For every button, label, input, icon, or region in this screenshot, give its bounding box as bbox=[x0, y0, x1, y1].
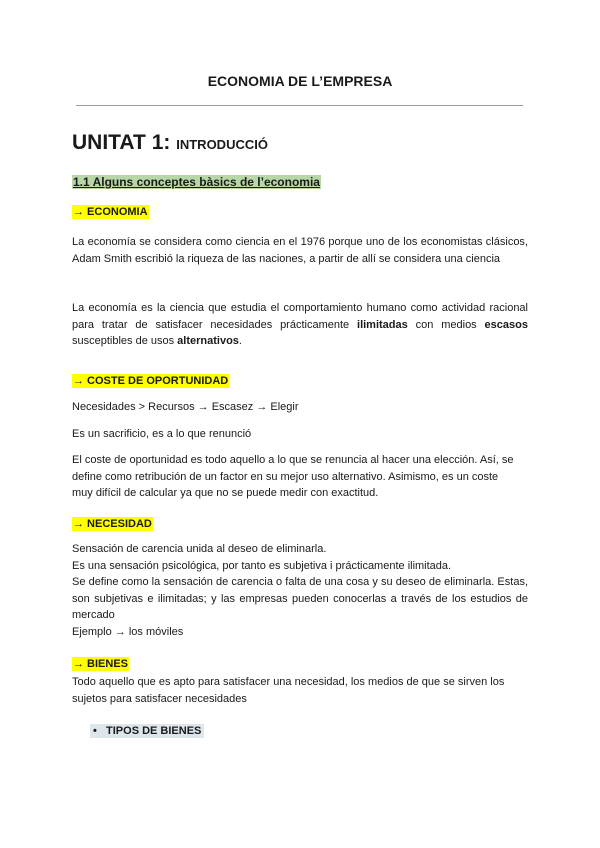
bold-text: alternativos bbox=[177, 335, 239, 348]
bold-text: ilimitadas bbox=[357, 318, 408, 331]
heading-coste: → COSTE DE OPORTUNIDAD bbox=[73, 375, 229, 387]
heading-economia: → ECONOMIA bbox=[73, 206, 148, 218]
economia-paragraph-2 bbox=[72, 300, 528, 350]
necesidad-example: Ejemplo → los móviles bbox=[72, 626, 184, 638]
text: susceptibles de usos bbox=[72, 335, 178, 348]
bullet-icon: • bbox=[93, 725, 107, 737]
necesidad-line-3: Se define como la sensación de carencia o falta de una cosa y su deseo de eliminarla. Estas, son subjetivas e ilimitadas; y las empresas pueden conocerlas a través de los estudios de mercado bbox=[72, 576, 528, 622]
text: con medios bbox=[407, 318, 485, 331]
coste-paragraph: El coste de oportunidad es todo aquello a lo que se renuncia al hacer una elección. Así, se define como retribución de un factor en su mejor uso alternativo. Asimismo, es un coste muy difícil de calcular ya que no se puede medir con exactitud. bbox=[72, 454, 514, 500]
necesidad-line-2: Es una sensación psicológica, por tanto es subjetiva i prácticamente ilimitada. bbox=[72, 560, 452, 572]
heading-necesidad: → NECESIDAD bbox=[73, 518, 152, 530]
unit-heading bbox=[72, 131, 268, 155]
coste-line-2: Es un sacrificio, es a lo que renunció bbox=[72, 428, 252, 440]
document-title: ECONOMIA DE L’EMPRESA bbox=[207, 73, 393, 89]
bullet-text: TIPOS DE BIENES bbox=[106, 725, 202, 737]
bold-text: escasos bbox=[484, 318, 528, 331]
title-divider bbox=[76, 105, 523, 106]
text: . bbox=[238, 335, 242, 348]
necesidad-line-1: Sensación de carencia unida al deseo de eliminarla. bbox=[72, 543, 327, 555]
economia-paragraph-1: La economía se considera como ciencia en el 1976 porque uno de los economistas clásicos, Adam Smith escribió la riqueza de las naciones, a partir de allí se considera una ciencia bbox=[72, 236, 528, 265]
unit-subtitle: INTRODUCCIÓ bbox=[176, 137, 268, 152]
coste-line-1: Necesidades > Recursos → Escasez → Elegir bbox=[72, 401, 299, 413]
bullet-tipos-de-bienes bbox=[90, 724, 204, 738]
section-heading: 1.1 Alguns conceptes bàsics de l’economia bbox=[73, 175, 320, 189]
bienes-paragraph: Todo aquello que es apto para satisfacer una necesidad, los medios de que se sirven los sujetos para satisfacer necesidades bbox=[72, 676, 505, 705]
text: La economía es la ciencia que estudia el comportamiento humano como actividad racional para tratar de satisfacer necesidades prácticamente bbox=[72, 302, 528, 331]
unit-label: UNITAT 1: bbox=[72, 131, 171, 154]
heading-bienes: → BIENES bbox=[73, 658, 129, 670]
